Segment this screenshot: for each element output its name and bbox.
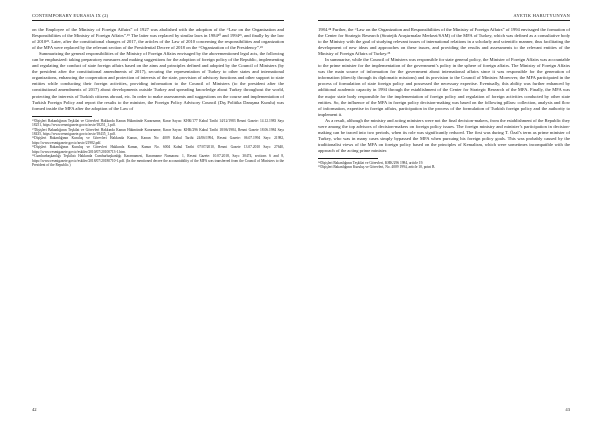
footnote: ²⁵Dişişleri Bakanlığının Kuruluş ve Görevleri, No. 4009 1994, article 10, point B. (318, 165, 436, 170)
footnote: ²²Dişişleri Bakanlığının Kuruluş ve Görevleri Hakkında Kanun, Kanun No. 6004 Kabul Tarihi 07/07/2010, Resmi Gazete 13.07.2010 Sayı: 27640, https://www.resmigazete.gov.tr/eskiler/2010/07/20100713-1.htm. (32, 145, 284, 154)
footnote: ²⁴Dişişleri Bakanlığının Teşkilat ve Görevleri, KHK/296 1984, article 19. (318, 160, 424, 165)
footnote-separator (318, 158, 378, 159)
paragraph: 1984.²⁴ Further, the “Law on the Organization and Responsibilities of the Ministry of Foreign Affairs” of 1994 envisaged the formation of the Center for Strategic Research (Stratejik Araştırmalar Merkezi/SAM) of the MFA of Turkey, which was defined as a consultative body to the Ministry with the goal of studying relevant issues of international relations in a scholarly and scientific manner, thus facilitating the development of new ideas and approaches on these issues, and providing the results and assessments to the relevant entities of the Ministry of Foreign Affairs of Turkey.²⁵ (318, 27, 570, 57)
paragraph: In summarise, while the Council of Ministers was responsible for state general policy, the Minister of Foreign Affairs was accountable to the prime minister for the implementation of the government’s policy in the sphere of foreign affairs. The Ministry of Foreign Affairs was the main source of information for the government about international affairs since it was responsible for the generation of information (directly through its diplomatic missions) and its provision to the Council of Minister. Moreover, the MFA participated in the process of formulation of state foreign policy and possessed the necessary expertise. Eventually, this ability was further enhanced by additional academic capacity in 1994 through the establishment of the Center for Strategic Research of the MFA. Finally, the MFA was the major state body responsible for the implementation of foreign policy and regulation of foreign activities conducted by other state entities. So, the influence of the MFA in foreign policy decision-making was based on the following pillars: collection, analysis and flow of information, expertise in foreign affairs, participation in the process of the formulation of Turkish foreign policy and the authority to implement it. (318, 57, 570, 117)
footnotes (32, 119, 284, 168)
left-page (32, 12, 284, 412)
right-page-body (318, 27, 570, 154)
paragraph: As a result, although the ministry and acting ministers were not the final decision-makers, from the establishment of the Republic they were among the top advisors of decision-makers on foreign policy issues. The foreign ministry and minister’s participation in decision-making can be traced into two periods, when its role was significantly reduced. The first was during T. Özal’s term as prime minister of Turkey, who was in many cases simply bypassed the MFA when pursuing his foreign policy goals. This was probably caused by the traditionalist views of the MFA on foreign policy based on the principles of Kemalism, which were sometimes incompatible with the approach of the acting prime minister. (318, 117, 570, 153)
footnote: ¹⁹Dişişleri Bakanlığının Teşkilat ve Görevleri Hakkında Kanun Hükmünde Kararname, Karar Sayısı: KHK/177 Kabul Tarihi 14/12/1983 Resmi Gazete: 14.12.1983 Sayı 18251, https://www.resmigazete.gov.tr/arsiv/18251_1.pdf. (32, 118, 284, 128)
footnote-separator (32, 116, 92, 117)
footnote: ²³Cumhurbaşkanlığı Teşkilatı Hakkında Cumhurbaşkanlığı Kararnamesi, Kararname Numarası: 1, Resmi Gazete: 10.07.2018, Sayı: 30474, sections 6 and 8, https://www.resmigazete.gov.tr/eskiler/2018/07/20180710-1.pdf. (In the mentioned decree the accountability of the MFA was transferred from the Council of Ministers to the President of the Republic.) (32, 154, 284, 168)
footnotes (318, 161, 570, 170)
left-page-body (32, 27, 284, 112)
page-number: 42 (32, 407, 37, 412)
running-head-author: AYETIK HARUTYUNYAN (318, 12, 570, 21)
running-head-journal: CONTEMPORARY EURASIA IX (2) (32, 12, 284, 21)
paragraph: Summarizing the general responsibilities of the Ministry of Foreign Affairs envisaged by the abovementioned legal acts, the following can be emphasized: taking preparatory measures and making suggestions for the adoption of foreign policy of the Republic, implementing and regulating the conduct of state foreign affairs based on the aims and principles defined and adopted by the Council of Ministers (by the president after the constitutional amendments of 2017), securing the representation of Turkey to other states and international organizations, enhancing the cooperation and protection of interests of the state, provision of advisory functions and other support to state entities while conducting their foreign activities, providing information to the Council of Ministers (to the president after the constitutional amendments of 2017) about developments outside Turkey and spreading knowledge about Turkey throughout the world, protecting the interests of Turkish citizens abroad, etc. In order to make assessments and suggestions on the course and implementation of Turkish Foreign Policy and report the results to the minister, the Foreign Policy Advisory Council (Dış Politika Danışma Kurulu) was formed inside the MFA after the adoption of the Law of (32, 51, 284, 111)
right-page (318, 12, 570, 412)
paragraph: on the Employee of the Ministry of Foreign Affairs” of 1927 was abolished with the adoption of the “Law on the Organisation and Responsibilities of the Ministry of Foreign Affairs”.¹⁹ The latter was replaced by similar laws in 1984²⁰ and 1994²¹, and finally by the law of 2010²². Later, after the constitutional changes of 2017, the articles of the Law of 2010 concerning the responsibilities and organization of the MFA were replaced by the relevant section of the Presidential Decree of 2018 on the “Organization of the Presidency”.²³ (32, 27, 284, 51)
page-number: 43 (565, 407, 570, 412)
footnote: ²⁰Dişişleri Bakanlığının Teşkilat ve Görevleri Hakkında Kanun Hükmünde Kararname, Karar Sayısı: KHK/296 Kabul Tarihi 18/06/1984, Resmi Gazete 18.06.1984 Sayı 18435, https://www.resmigazete.gov.tr/arsiv/18435_1.pdf. (32, 127, 284, 137)
footnote: ²¹Dişişleri Bakanlığının Kuruluş ve Görevleri Hakkında Kanun, Kanun No: 4009 Kabul Tarihi 24/06/1994, Resmi Gazete: 06.07.1994 Sayı: 21982, https://www.resmigazete.gov.tr/arsiv/21982.pdf. (32, 136, 284, 145)
